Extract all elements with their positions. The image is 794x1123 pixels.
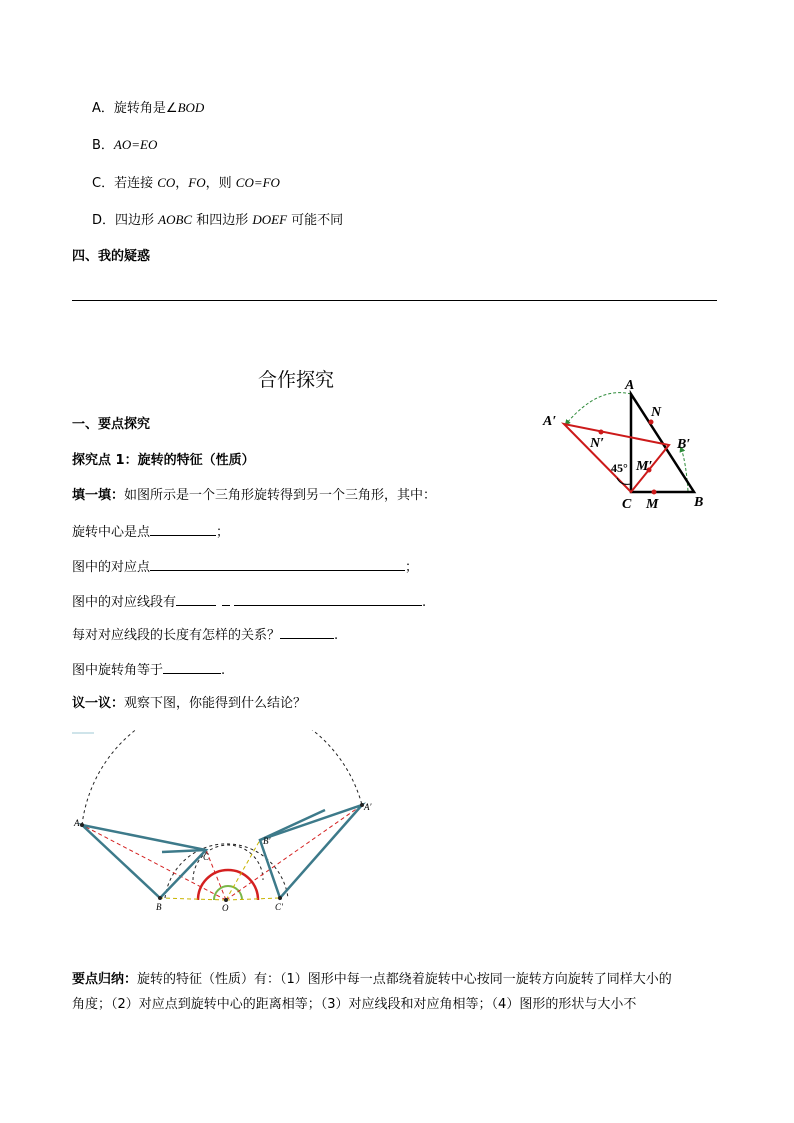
label-n1: N′ [590, 436, 605, 451]
option-d-var1: AOBC [158, 212, 193, 227]
option-d [92, 211, 343, 230]
discuss-text: 观察下图，你能得到什么结论？ [124, 696, 307, 711]
label-m: M [646, 497, 659, 512]
question-5-end: . [221, 663, 226, 678]
rotation-figure-triangle [538, 374, 722, 514]
label-b: B [694, 495, 704, 510]
answer-rule [72, 300, 717, 301]
option-c [92, 174, 280, 193]
section-1-heading: 一、要点探究 [72, 417, 151, 432]
option-b [92, 136, 157, 155]
option-a-var: BOD [177, 100, 205, 115]
label-n: N [651, 405, 662, 420]
section-4-heading: 四、我的疑惑 [72, 249, 151, 264]
option-c-var1: CO [157, 175, 176, 190]
rotation-arc-a [566, 393, 631, 424]
option-c-var3: CO=FO [235, 175, 280, 190]
question-4-blank[interactable] [280, 625, 334, 639]
point-m [652, 490, 657, 495]
option-c-mid: ，则 [205, 176, 236, 191]
question-5-text: 图中旋转角等于 [72, 663, 164, 678]
question-5 [72, 660, 225, 680]
label-c: C [622, 497, 632, 512]
question-3-blank-3[interactable] [234, 592, 422, 606]
point-n [649, 420, 654, 425]
question-2-end: ； [405, 560, 419, 575]
question-3-blank-2[interactable] [222, 592, 230, 606]
option-a-text: A．旋转角是∠ [92, 101, 178, 116]
option-c-text: C．若连接 [92, 176, 158, 191]
fill-intro [72, 487, 436, 505]
question-1-end: ； [216, 525, 230, 540]
question-2-blank[interactable] [150, 557, 405, 571]
discuss-label: 议一议： [72, 696, 125, 711]
fill-text: 如图所示是一个三角形旋转得到另一个三角形，其中： [124, 488, 437, 503]
outer-arc [82, 730, 362, 825]
point-n1 [599, 430, 604, 435]
option-d-var2: DOEF [252, 212, 288, 227]
fig2-label-a: A [74, 818, 80, 828]
label-a1: A′ [543, 414, 557, 429]
fig2-label-b1: B′ [263, 836, 271, 846]
label-m1: M′ [636, 459, 653, 474]
rotated-triangle [564, 424, 669, 492]
question-1-text: 旋转中心是点 [72, 525, 151, 540]
fill-label: 填一填： [72, 488, 125, 503]
point-1-heading: 探究点 1：旋转的特征（性质） [72, 453, 255, 468]
question-4-end: . [334, 628, 339, 643]
question-3-blank-1[interactable] [176, 592, 216, 606]
question-2 [72, 557, 418, 577]
page-title: 合作探究 [258, 369, 335, 391]
fig2-label-c1: C′ [275, 902, 283, 912]
angle-arc-green [214, 886, 242, 900]
question-5-blank[interactable] [163, 660, 221, 674]
option-a [92, 99, 204, 118]
option-c-var2: FO [188, 175, 206, 190]
question-3-end: . [422, 595, 427, 610]
fig2-label-b: B [156, 902, 162, 912]
discuss-line [72, 695, 306, 713]
fig2-label-c: C [203, 852, 210, 862]
question-2-text: 图中的对应点 [72, 560, 151, 575]
option-c-sep: ， [175, 176, 189, 191]
label-angle: 45° [611, 461, 628, 475]
summary-line-2: 角度；（2）对应点到旋转中心的距离相等；（3）对应线段和对应角相等；（4）图形的形状与大小不 [72, 997, 637, 1012]
label-a: A [625, 378, 635, 393]
rotated-shape [260, 805, 362, 898]
summary-text-1: 旋转的特征（性质）有：（1）图形中每一点都绕着旋转中心按同一旋转方向旋转了同样大小的 [137, 972, 672, 987]
question-3-text: 图中的对应线段有 [72, 595, 177, 610]
question-1 [72, 522, 229, 542]
question-1-blank[interactable] [150, 522, 216, 536]
option-d-mid: 和四边形 [192, 213, 253, 228]
rotation-figure-shapes [70, 730, 382, 916]
rotation-arc-b [681, 448, 688, 491]
question-4 [72, 625, 338, 645]
summary-line-1 [72, 971, 672, 989]
label-b1: B′ [677, 437, 691, 452]
option-d-text: D．四边形 [92, 213, 159, 228]
option-b-text: B． [92, 138, 114, 153]
option-b-var: AO=EO [113, 137, 158, 152]
summary-label: 要点归纳： [72, 972, 138, 987]
question-4-text: 每对对应线段的长度有怎样的关系？ [72, 628, 281, 643]
question-3 [72, 592, 426, 612]
option-d-suffix: 可能不同 [287, 213, 344, 228]
original-shape [82, 825, 206, 898]
fig2-label-a1: A′ [364, 802, 372, 812]
fig2-label-o: O [222, 903, 229, 913]
